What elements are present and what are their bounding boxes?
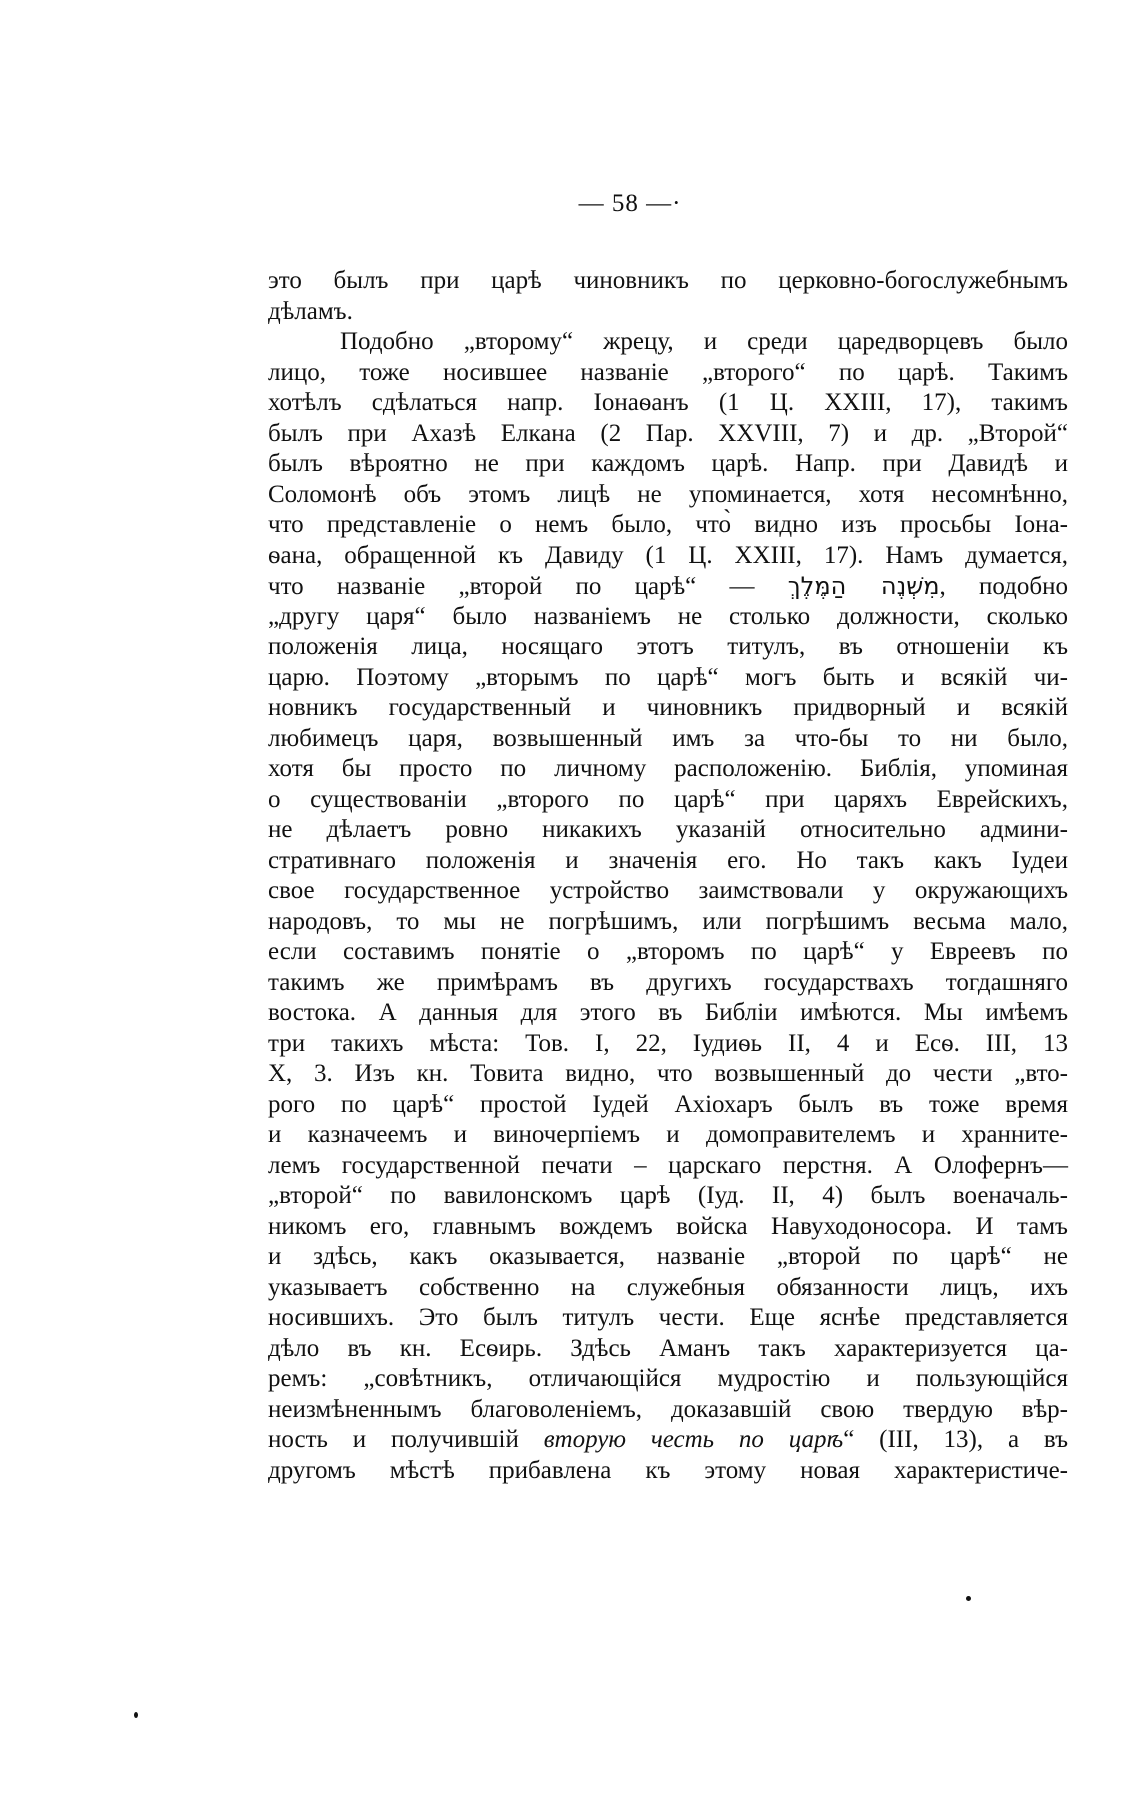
- text-line: новникъ государственный и чиновникъ придворный и всякій: [268, 694, 1068, 721]
- text-line: носившихъ. Это былъ титулъ чести. Еще яснѣе представляется: [268, 1304, 1068, 1331]
- text-line: дѣло въ кн. Есѳирь. Здѣсь Аманъ такъ характеризуется ца-: [268, 1334, 1068, 1362]
- hebrew-phrase: מִשְׁנֶה הַמֶּלֶךְ: [787, 572, 940, 600]
- text-line: лицо, тоже носившее названіе „второго“ по царѣ. Такимъ: [268, 358, 1068, 386]
- text-line-hebrew: [268, 571, 1068, 602]
- text-line: другомъ мѣстѣ прибавлена къ этому новая характеристиче-: [268, 1456, 1068, 1484]
- text-line: и казначеемъ и виночерпіемъ и домоправителемъ и хранните-: [268, 1121, 1068, 1148]
- text-line: „второй“ по вавилонскомъ царѣ (Іуд. II, 4) былъ военачаль-: [268, 1182, 1068, 1209]
- text-line: если составимъ понятіе о „второмъ по царѣ“ у Евреевъ по: [268, 938, 1068, 965]
- text-line: свое государственное устройство заимствовали у окружающихъ: [268, 877, 1068, 904]
- scan-speck: [134, 1712, 138, 1718]
- text-line: любимецъ царя, возвышенный имъ за что-бы то ни было,: [268, 724, 1068, 752]
- text-line: ремъ: „совѣтникъ, отличающійся мудростію и пользующійся: [268, 1365, 1068, 1392]
- line-text-after: , подобно: [939, 573, 1068, 600]
- text-line: X, 3. Изъ кн. Товита видно, что возвышенный до чести „вто-: [268, 1060, 1068, 1087]
- italic-phrase: вторую честь по царѣ: [543, 1426, 844, 1453]
- text-line-italic: [268, 1425, 1068, 1456]
- text-line: ѳана, обращенной къ Давиду (1 Ц. XXIII, 17). Намъ думается,: [268, 541, 1068, 569]
- text-line: былъ при Ахазѣ Елкана (2 Пар. XXVIII, 7) и др. „Второй“: [268, 419, 1068, 447]
- line-text-before: что названіе „второй по царѣ“ —: [268, 573, 788, 600]
- text-line: царю. Поэтому „вторымъ по царѣ“ могъ быть и всякій чи-: [268, 663, 1068, 691]
- text-line: лемъ государственной печати – царскаго перстня. А Олофернъ—: [268, 1151, 1068, 1179]
- text-line: рого по царѣ“ простой Іудей Ахіохаръ былъ въ тоже время: [268, 1090, 1068, 1118]
- text-line: такимъ же примѣрамъ въ другихъ государствахъ тогдашняго: [268, 968, 1068, 996]
- line-text-before: ность и получившій: [268, 1426, 544, 1453]
- text-line: хотѣлъ сдѣлаться напр. Іонаѳанъ (1 Ц. XXIII, 17), такимъ: [268, 389, 1068, 416]
- scan-speck: [966, 1596, 971, 1601]
- text-line: никомъ его, главнымъ вождемъ войска Навуходоносора. И тамъ: [268, 1212, 1068, 1240]
- text-line: положенія лица, носящаго этотъ титулъ, въ отношеніи къ: [268, 633, 1068, 660]
- text-line: стративнаго положенія и значенія его. Но такъ какъ Іудеи: [268, 846, 1068, 874]
- text-line: дѣламъ.: [268, 297, 353, 325]
- text-line: Соломонѣ объ этомъ лицѣ не упоминается, хотя несомнѣнно,: [268, 480, 1068, 508]
- paragraph-first-line: Подобно „второму“ жрецу, и среди царедворцевъ было: [340, 328, 1068, 355]
- page-number: — 58 —·: [578, 190, 682, 217]
- line-text-after: “ (III, 13), а въ: [843, 1426, 1069, 1453]
- text-line: былъ вѣроятно не при каждомъ царѣ. Напр. при Давидѣ и: [268, 450, 1068, 477]
- text-line: востока. А данныя для этого въ Библіи имѣются. Мы имѣемъ: [268, 999, 1068, 1026]
- text-line: это былъ при царѣ чиновникъ по церковно-богослужебнымъ: [268, 267, 1068, 294]
- text-line: хотя бы просто по личному расположенію. Библія, упоминая: [268, 755, 1068, 782]
- text-line: и здѣсь, какъ оказывается, названіе „второй по царѣ“ не: [268, 1243, 1068, 1270]
- text-line: указываетъ собственно на служебныя обязанности лицъ, ихъ: [268, 1273, 1068, 1301]
- body-text: [268, 266, 1068, 1486]
- text-line: народовъ, то мы не погрѣшимъ, или погрѣшимъ весьма мало,: [268, 907, 1068, 935]
- text-line: три такихъ мѣста: Тов. I, 22, Іудиѳь II, 4 и Есѳ. III, 13: [268, 1029, 1068, 1057]
- text-line: о существованіи „второго по царѣ“ при царяхъ Еврейскихъ,: [268, 785, 1068, 813]
- text-line: „другу царя“ было названіемъ не столько должности, сколько: [268, 602, 1068, 630]
- text-line: неизмѣненнымъ благоволеніемъ, доказавшій свою твердую вѣр-: [268, 1395, 1068, 1423]
- text-line: не дѣлаетъ ровно никакихъ указаній относительно админи-: [268, 816, 1068, 843]
- text-line: что представленіе о немъ было, что̀ видно изъ просьбы Іона-: [268, 511, 1068, 538]
